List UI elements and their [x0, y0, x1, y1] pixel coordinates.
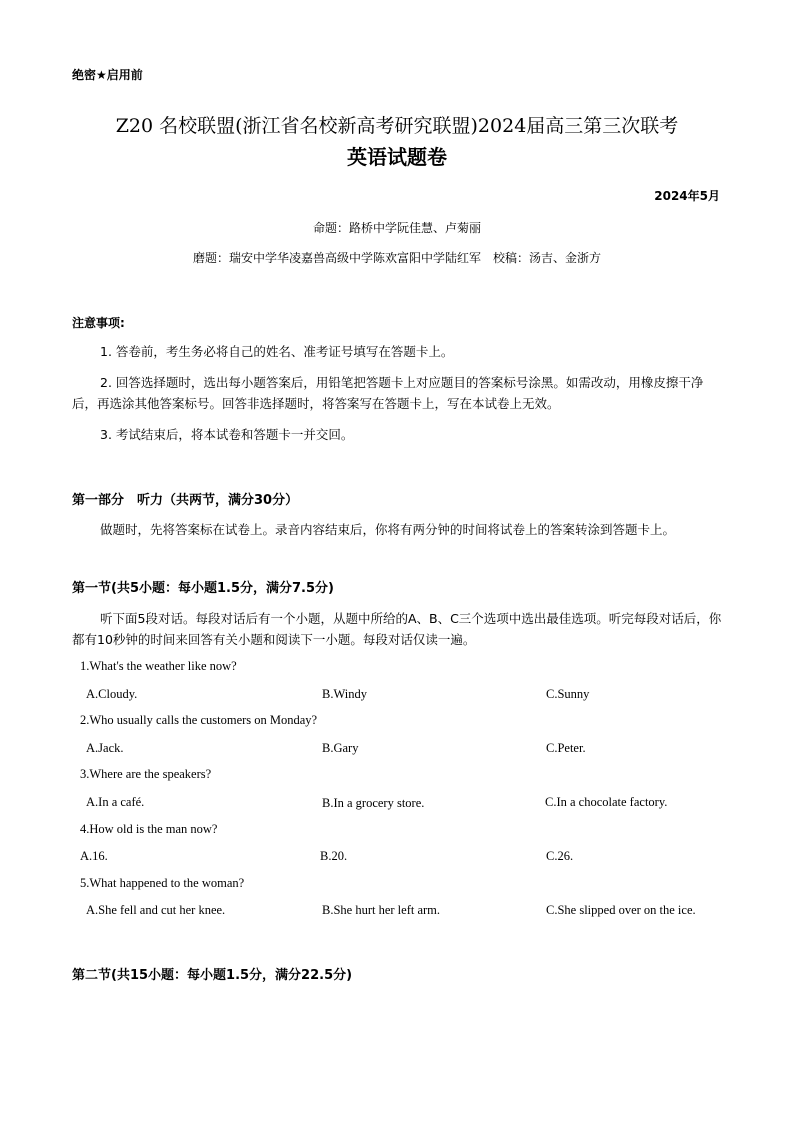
exam-date: 2024年5月: [654, 189, 720, 203]
q5-option-c: C.She slipped over on the ice.: [546, 903, 696, 917]
section2-title: 第二节(共15小题：每小题1.5分，满分22.5分): [72, 968, 353, 983]
setter-line: 命题：路桥中学阮佳慧、卢菊丽: [312, 221, 481, 235]
q2-option-c: C.Peter.: [546, 741, 586, 755]
question-2: 2.Who usually calls the customers on Monday?: [80, 713, 318, 727]
q4-option-b: B.20.: [320, 849, 348, 863]
q3-option-a: A.In a café.: [86, 795, 145, 809]
q2-option-b: B.Gary: [322, 741, 359, 755]
part1-title: 第一部分 听力（共两节，满分30分）: [72, 493, 299, 508]
exam-subtitle: 英语试题卷: [347, 145, 447, 169]
reviewer-line: 磨题：瑞安中学华凌嘉兽高级中学陈欢富阳中学陆红军 校稿：汤吉、金浙方: [192, 251, 601, 265]
q4-option-c: C.26.: [546, 849, 574, 863]
q5-option-a: A.She fell and cut her knee.: [86, 903, 226, 917]
section1-instruction: 听下面5段对话。每段对话后有一个小题，从题中所给的A、B、C三个选项中选出最佳选项。听完每段对话后，你都有10秒钟的时间来回答有关小题和阅读下一小题。每段对话仅读一遍。: [72, 611, 722, 647]
q1-option-a: A.Cloudy.: [86, 687, 138, 701]
note-item-1: 1. 答卷前，考生务必将自己的姓名、准考证号填写在答题卡上。: [100, 344, 454, 359]
secret-label: 绝密★启用前: [72, 68, 143, 82]
notes-title: 注意事项:: [72, 316, 125, 330]
question-5: 5.What happened to the woman?: [80, 876, 245, 890]
q1-option-b: B.Windy: [322, 687, 367, 701]
question-3: 3.Where are the speakers?: [80, 767, 212, 781]
q3-option-b: B.In a grocery store.: [322, 796, 425, 810]
exam-title: Z20 名校联盟(浙江省名校新高考研究联盟)2024届高三第三次联考: [115, 115, 679, 137]
q3-option-c: C.In a chocolate factory.: [545, 795, 668, 809]
part1-instruction: 做题时，先将答案标在试卷上。录音内容结束后，你将有两分钟的时间将试卷上的答案转涂到答题卡上。: [100, 522, 676, 537]
section1-title: 第一节(共5小题：每小题1.5分，满分7.5分): [72, 581, 334, 596]
q5-option-b: B.She hurt her left arm.: [322, 903, 441, 917]
q2-option-a: A.Jack.: [86, 741, 124, 755]
note-item-3: 3. 考试结束后，将本试卷和答题卡一并交回。: [100, 427, 354, 442]
question-1: 1.What's the weather like now?: [80, 659, 237, 673]
q4-option-a: A.16.: [80, 849, 108, 863]
q1-option-c: C.Sunny: [546, 687, 590, 701]
question-4: 4.How old is the man now?: [80, 822, 218, 836]
note-item-2: 2. 回答选择题时，选出每小题答案后，用铅笔把答题卡上对应题目的答案标号涂黑。如需改动，用橡皮擦干净后，再选涂其他答案标号。回答非选择题时，将答案写在答题卡上，写在本试卷上无效。: [72, 375, 704, 411]
